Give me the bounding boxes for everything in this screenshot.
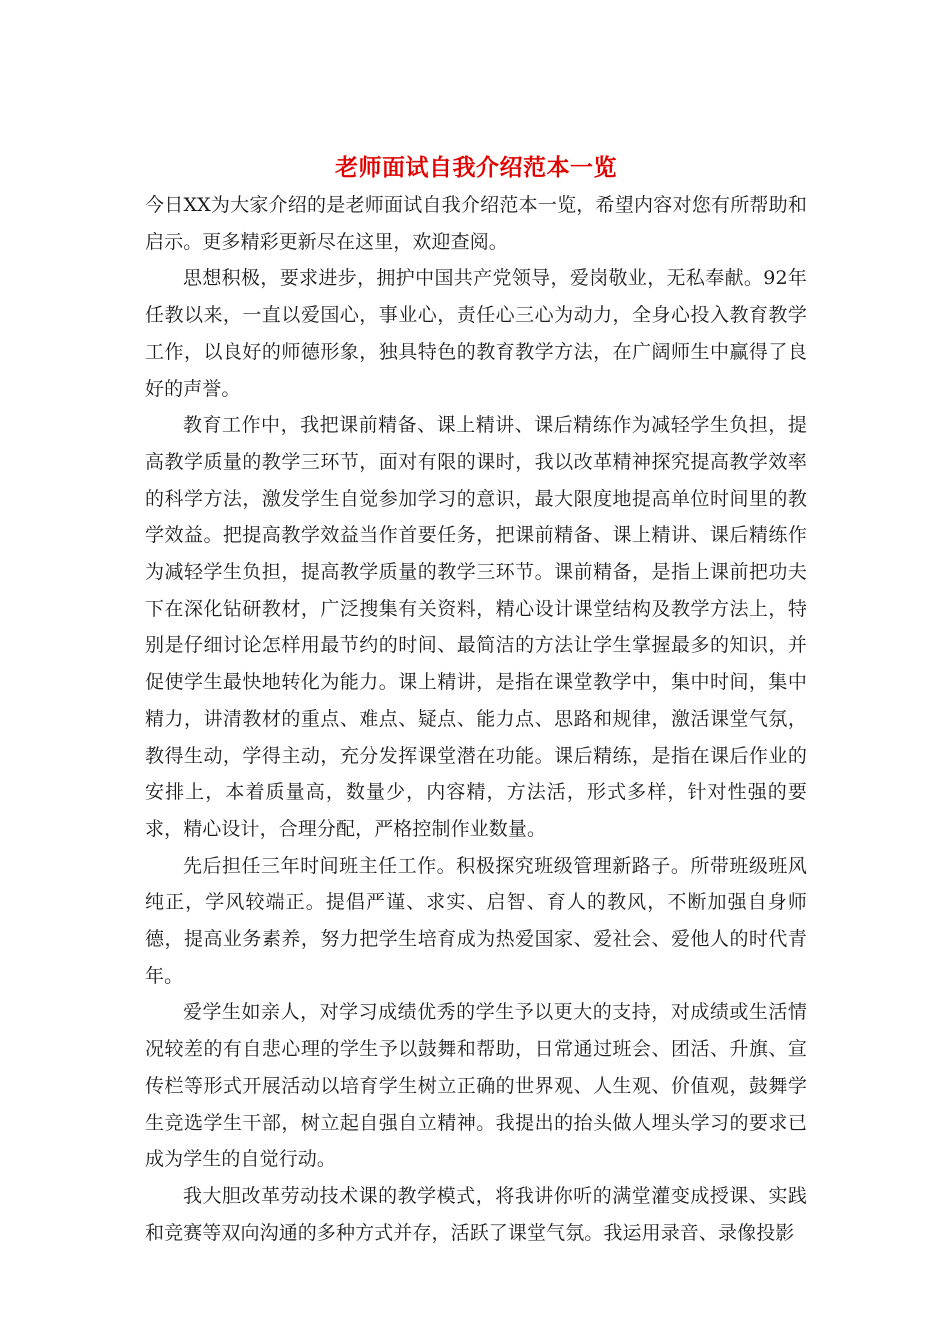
paragraph-ideology: 思想积极，要求进步，拥护中国共产党领导，爱岗敬业，无私奉献。92年任教以来，一直以爱国心，事业心，责任心三心为动力，全身心投入教育教学工作，以良好的师德形象，独具特色的教育教学方法，在广阔师生中赢得了良好的声誉。 [145, 267, 807, 400]
document-title: 老师面试自我介绍范本一览 [335, 154, 617, 181]
paragraph-reform: 我大胆改革劳动技术课的教学模式，将我讲你听的满堂灌变成授课、实践和竞赛等双向沟通的多种方式并存，活跃了课堂气氛。我运用录音、录像投影 [145, 1184, 807, 1244]
paragraph-care-students: 爱学生如亲人，对学习成绩优秀的学生予以更大的支持，对成绩或生活情况较差的有自悲心理的学生予以鼓舞和帮助，日常通过班会、团活、升旗、宣传栏等形式开展活动以培育学生树立正确的世界观、人生观、价值观，鼓舞学生竞选学生干部，树立起自强自立精神。我提出的抬头做人埋头学习的要求已成为学生的自觉行动。 [145, 1001, 807, 1171]
paragraph-class-teacher: 先后担任三年时间班主任工作。积极探究班级管理新路子。所带班级班风纯正，学风较端正。提倡严谨、求实、启智、育人的教风，不断加强自身师德，提高业务素养，努力把学生培育成为热爱国家、爱社会、爱他人的时代青年。 [145, 854, 807, 987]
paragraph-teaching-work: 教育工作中，我把课前精备、课上精讲、课后精练作为减轻学生负担，提高教学质量的教学三环节，面对有限的课时，我以改革精神探究提高教学效率的科学方法，激发学生自觉参加学习的意识，最大限度地提高单位时间里的教学效益。把提高教学效益当作首要任务，把课前精备、课上精讲、课后精练作为减轻学生负担，提高教学质量的教学三环节。课前精备，是指上课前把功夫下在深化钻研教材，广泛搜集有关资料，精心设计课堂结构及教学方法上，特别是仔细讨论怎样用最节约的时间、最简洁的方法让学生掌握最多的知识，并促使学生最快地转化为能力。课上精讲，是指在课堂教学中，集中时间，集中精力，讲清教材的重点、难点、疑点、能力点、思路和规律，激活课堂气氛，教得生动，学得主动，充分发挥课堂潜在功能。课后精练，是指在课后作业的安排上，本着质量高，数量少，内容精，方法活，形式多样，针对性强的要求，精心设计，合理分配，严格控制作业数量。 [145, 414, 807, 840]
paragraph-intro: 今日XX为大家介绍的是老师面试自我介绍范本一览，希望内容对您有所帮助和启示。更多精彩更新尽在这里，欢迎查阅。 [145, 194, 807, 253]
document-page [145, 150, 807, 1251]
